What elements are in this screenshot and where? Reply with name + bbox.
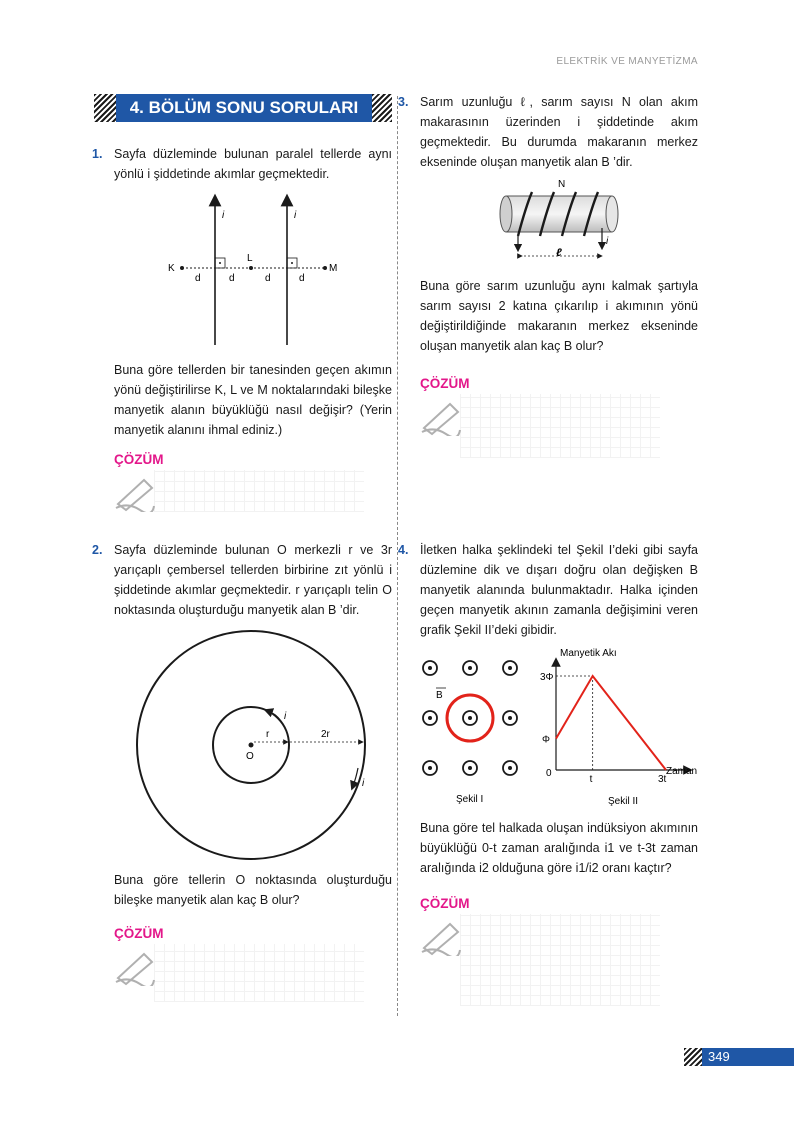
banner-hatch-left: [94, 94, 116, 122]
outer-current-arrow: [353, 768, 358, 786]
question-number: 2.: [92, 543, 103, 557]
x-tick-label: 0: [546, 768, 552, 779]
solution-area[interactable]: [154, 470, 364, 512]
figure-flux-chart: [538, 644, 702, 810]
flux-line: [556, 676, 666, 770]
question-1-prompt: [114, 360, 392, 440]
pencil-icon: [114, 948, 156, 986]
running-head: ELEKTRİK VE MANYETİZMA: [556, 56, 698, 67]
pencil-icon: [420, 398, 462, 436]
question-2-prompt: [114, 870, 392, 910]
question-prompt: Buna göre tel halkada oluşan indüksiyon akımının büyüklüğü 0-t zaman aralığında i1 ve t-3t zaman aralığında i2 olduğuna göre i1/i2 oranı kaçtır?: [420, 821, 698, 875]
question-2: [92, 540, 392, 620]
y-axis-label: Manyetik Akı: [560, 648, 617, 659]
x-tick-label: 3t: [658, 774, 667, 785]
distance-label: d: [229, 273, 235, 284]
section-banner: [94, 94, 392, 122]
page-number: 349: [702, 1048, 794, 1066]
solution-label: ÇÖZÜM: [114, 452, 164, 467]
solution-area[interactable]: [460, 914, 660, 1006]
distance-label: d: [195, 273, 201, 284]
question-text: Sayfa düzleminde bulunan paralel tellerde aynı yönlü i şiddetinde akımlar geçmektedir.: [114, 147, 392, 181]
question-4: [398, 540, 698, 640]
page-number-hatch: [684, 1048, 702, 1066]
distance-label: d: [299, 273, 305, 284]
figure-concentric-circles: [128, 628, 378, 872]
figure-parallel-wires: [160, 190, 350, 350]
question-3-prompt: [420, 276, 698, 356]
current-label-right: i: [294, 210, 297, 221]
banner-hatch-right: [372, 94, 392, 122]
distance-label: d: [265, 273, 271, 284]
figure-magnetic-field: [412, 650, 538, 810]
current-label-left: i: [222, 210, 225, 221]
question-3: [398, 92, 698, 172]
question-prompt: Buna göre tellerin O noktasında oluşturduğu bileşke manyetik alan kaç B olur?: [114, 873, 392, 907]
pencil-icon: [420, 918, 462, 956]
x-axis-label: Zaman: [666, 766, 698, 777]
question-text: Sarım uzunluğu ℓ, sarım sayısı N olan akım makarasının üzerinden i şiddetinde akım geçmektedir. Bu durumda makaranın merkez ekseninde oluşan manyetik alan B ’dir.: [420, 95, 698, 169]
question-text: İletken halka şeklindeki tel Şekil I’deki gibi sayfa düzlemine dik ve dışarı doğru olan değişken B manyetik alanında bulunmaktadır. Halka içinden geçen manyetik akının zamanla değişimini veren grafik Şekil II’deki gibidir.: [420, 543, 698, 637]
label-m: M: [329, 263, 338, 274]
solenoid-body: [506, 196, 612, 232]
current-label: i: [606, 236, 609, 247]
point-m: [323, 266, 327, 270]
point-k: [180, 266, 184, 270]
inner-current-label: i: [284, 711, 287, 722]
center-label: O: [246, 751, 254, 762]
label-n: N: [558, 179, 566, 190]
solution-label: ÇÖZÜM: [420, 376, 470, 391]
question-prompt: Buna göre sarım uzunluğu aynı kalmak şartıyla sarım sayısı 2 katına çıkarılıp i akımının yönü değiştirildiğinde makaranın merkez ekseninde oluşan manyetik alan kaç B olur?: [420, 279, 698, 353]
radius-2r-label: 2r: [321, 729, 330, 740]
center-point: [249, 743, 254, 748]
figure-solenoid: [496, 176, 626, 266]
page-number-tab: [684, 1048, 794, 1066]
solution-label: ÇÖZÜM: [114, 926, 164, 941]
figure-caption: Şekil II: [608, 796, 639, 807]
pencil-icon: [114, 474, 156, 512]
question-number: 3.: [398, 95, 409, 109]
y-tick-label: Φ: [542, 734, 550, 746]
question-text: Sayfa düzleminde bulunan O merkezli r ve 3r yarıçaplı çembersel tellerden birbirine zıt yönlü i şiddetinde akımlar geçmektedir. r yarıçaplı telin O noktasında oluşturduğu manyetik alan B ’dir.: [114, 543, 392, 617]
solution-area[interactable]: [154, 944, 364, 1002]
outer-current-label: i: [362, 778, 365, 789]
length-label: ℓ: [556, 247, 562, 259]
field-label: B: [436, 690, 443, 701]
radius-r-label: r: [266, 729, 270, 740]
question-4-prompt: [420, 818, 698, 878]
solution-label: ÇÖZÜM: [420, 896, 470, 911]
y-tick-label: 3Φ: [540, 672, 554, 683]
question-note: (Yerin manyetik alanını ihmal ediniz.): [114, 403, 392, 437]
question-1: [92, 144, 392, 184]
x-tick-label: t: [589, 774, 593, 785]
question-number: 4.: [398, 543, 409, 557]
solution-area[interactable]: [460, 394, 660, 458]
question-number: 1.: [92, 147, 103, 161]
question-prompt: Buna göre tellerden bir tanesinden geçen akımın yönü değiştirilirse K, L ve M noktalarındaki bileşke manyetik alanın büyüklüğü nasıl değişir?: [114, 363, 392, 417]
banner-title: 4. BÖLÜM SONU SORULARI: [116, 94, 372, 122]
label-k: K: [168, 263, 175, 274]
point-l: [249, 266, 253, 270]
label-l: L: [247, 253, 253, 264]
figure-caption: Şekil I: [456, 794, 484, 805]
